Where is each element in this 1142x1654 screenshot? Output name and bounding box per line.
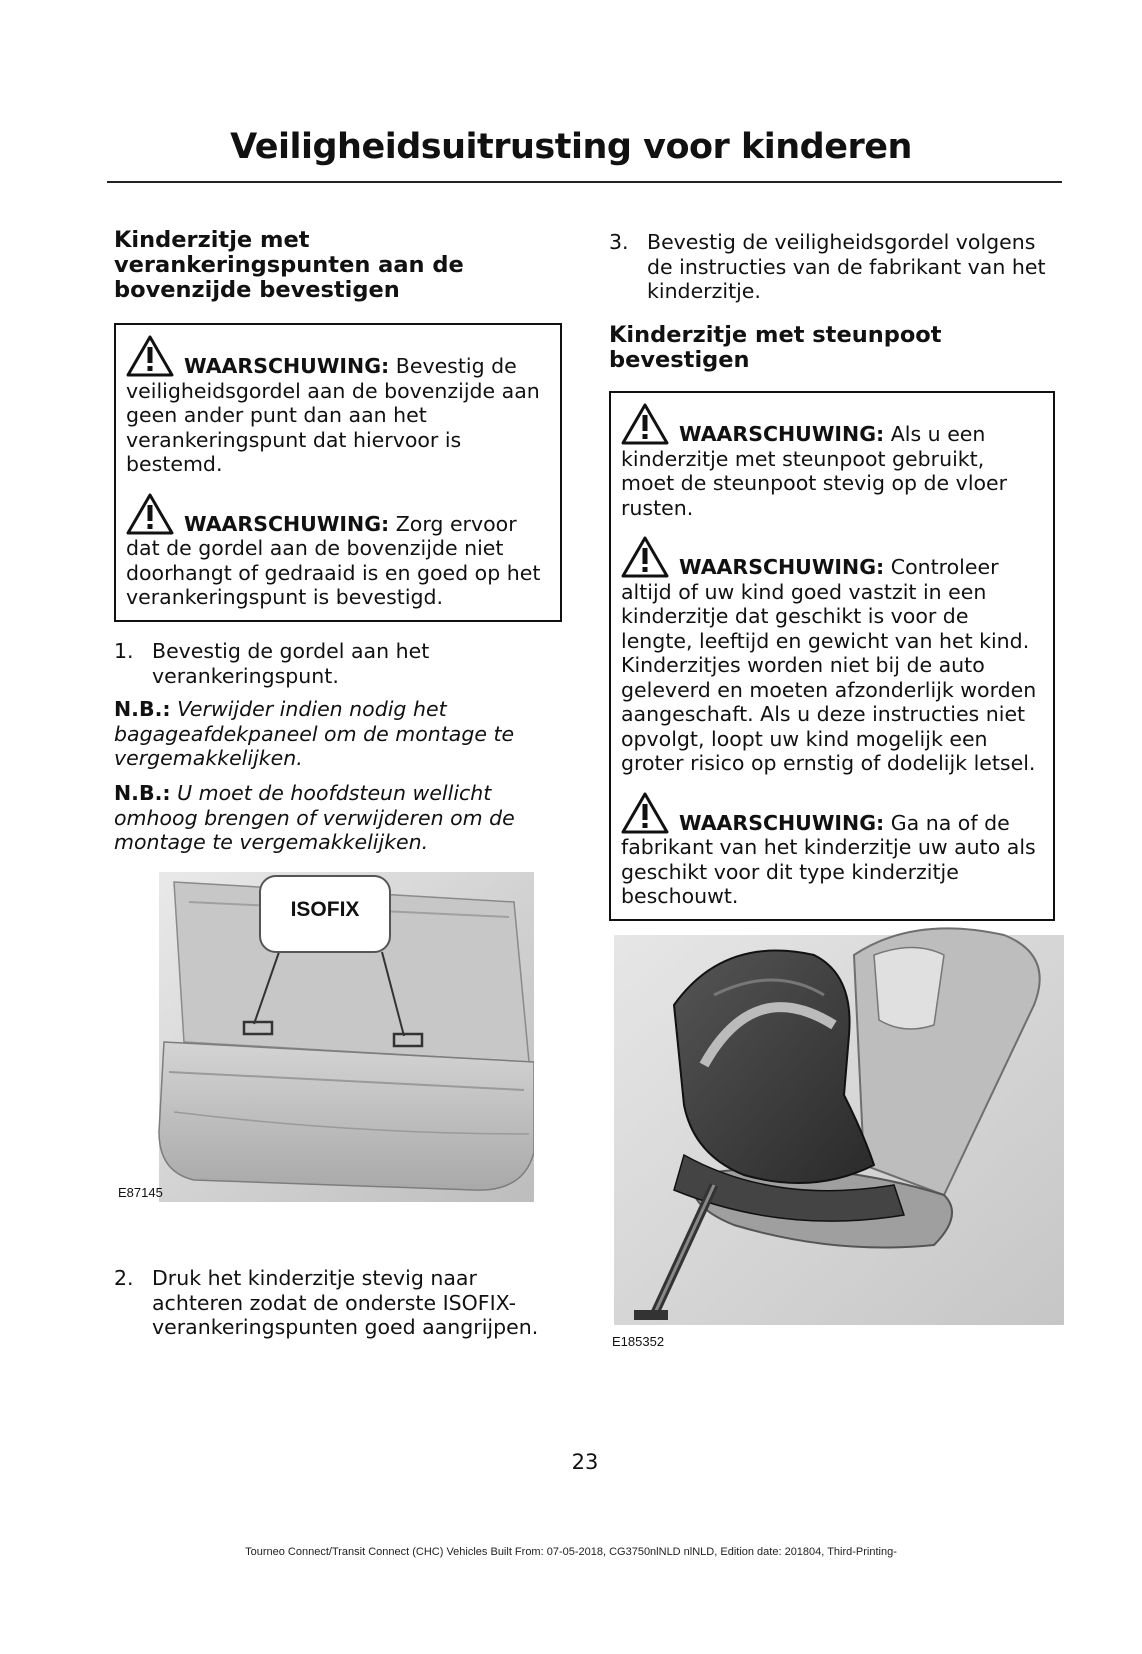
step-2: 2. Druk het kinderzitje stevig naar achteren zodat de onderste ISOFIX-verankeringspunten goed aangrijpen. — [114, 1266, 539, 1339]
note-1: N.B.: Verwijder indien nodig het bagageafdekpaneel om de montage te vergemakkelijken. — [114, 697, 515, 770]
page-number: 23 — [571, 1450, 599, 1474]
left-section-heading: Kinderzitje met verankeringspunten aan de bovenzijde bevestigen — [114, 227, 464, 303]
warning-2: WAARSCHUWING: Zorg ervoor dat de gordel aan de bovenzijde niet doorhangt of gedraaid is en goed op het verankeringspunt is bevestigd. — [126, 493, 550, 610]
page-title: Veiligheidsuitrusting voor kinderen — [230, 127, 912, 167]
support-leg-figure — [614, 915, 1064, 1345]
isofix-callout-label: ISOFIX — [290, 898, 360, 921]
warning-4: WAARSCHUWING: Controleer altijd of uw kind goed vastzit in een kinderzitje dat geschikt is voor de lengte, leeftijd en gewicht van het kind. Kinderzitjes worden niet bij de auto geleverd en moeten afzonderlijk worden aangeschaft. Als u deze instructies niet opvolgt, loopt uw kind mogelijk een groter risico op ernstig of dodelijk letsel. — [621, 536, 1043, 776]
step-3: 3. Bevestig de veiligheidsgordel volgens de instructies van de fabrikant van het kinderzitje. — [609, 230, 1046, 303]
warning-3: WAARSCHUWING: Als u een kinderzitje met steunpoot gebruikt, moet de steunpoot stevig op de vloer rusten. — [621, 403, 1043, 520]
title-divider — [107, 181, 1062, 183]
figure-code-right: E185352 — [612, 1334, 665, 1349]
right-warning-box — [609, 391, 1055, 921]
child-seat-support-leg-illustration — [614, 915, 1064, 1345]
note-2: N.B.: U moet de hoofdsteun wellicht omhoog brengen of verwijderen om de montage te vergemakkelijken. — [114, 781, 515, 854]
footer-text: Tourneo Connect/Transit Connect (CHC) Vehicles Built From: 07-05-2018, CG3750nlNLD nlNLD, Edition date: 201804, Third-Printing- — [245, 1546, 897, 1558]
warning-1: WAARSCHUWING: Bevestig de veiligheidsgordel aan de bovenzijde aan geen ander punt dan aan het verankeringspunt dat hiervoor is bestemd. — [126, 335, 550, 477]
warning-triangle-icon — [621, 403, 669, 445]
warning-triangle-icon — [126, 493, 174, 535]
figure-code-left: E87145 — [118, 1185, 163, 1200]
step-1: 1. Bevestig de gordel aan het verankeringspunt. — [114, 639, 430, 688]
left-warning-box — [114, 323, 562, 622]
warning-triangle-icon — [621, 792, 669, 834]
warning-triangle-icon — [621, 536, 669, 578]
warning-triangle-icon — [126, 335, 174, 377]
right-section-heading: Kinderzitje met steunpoot bevestigen — [609, 322, 942, 373]
warning-5: WAARSCHUWING: Ga na of de fabrikant van het kinderzitje uw auto als geschikt voor dit type kinderzitje beschouwt. — [621, 792, 1043, 909]
isofix-figure — [114, 872, 534, 1202]
